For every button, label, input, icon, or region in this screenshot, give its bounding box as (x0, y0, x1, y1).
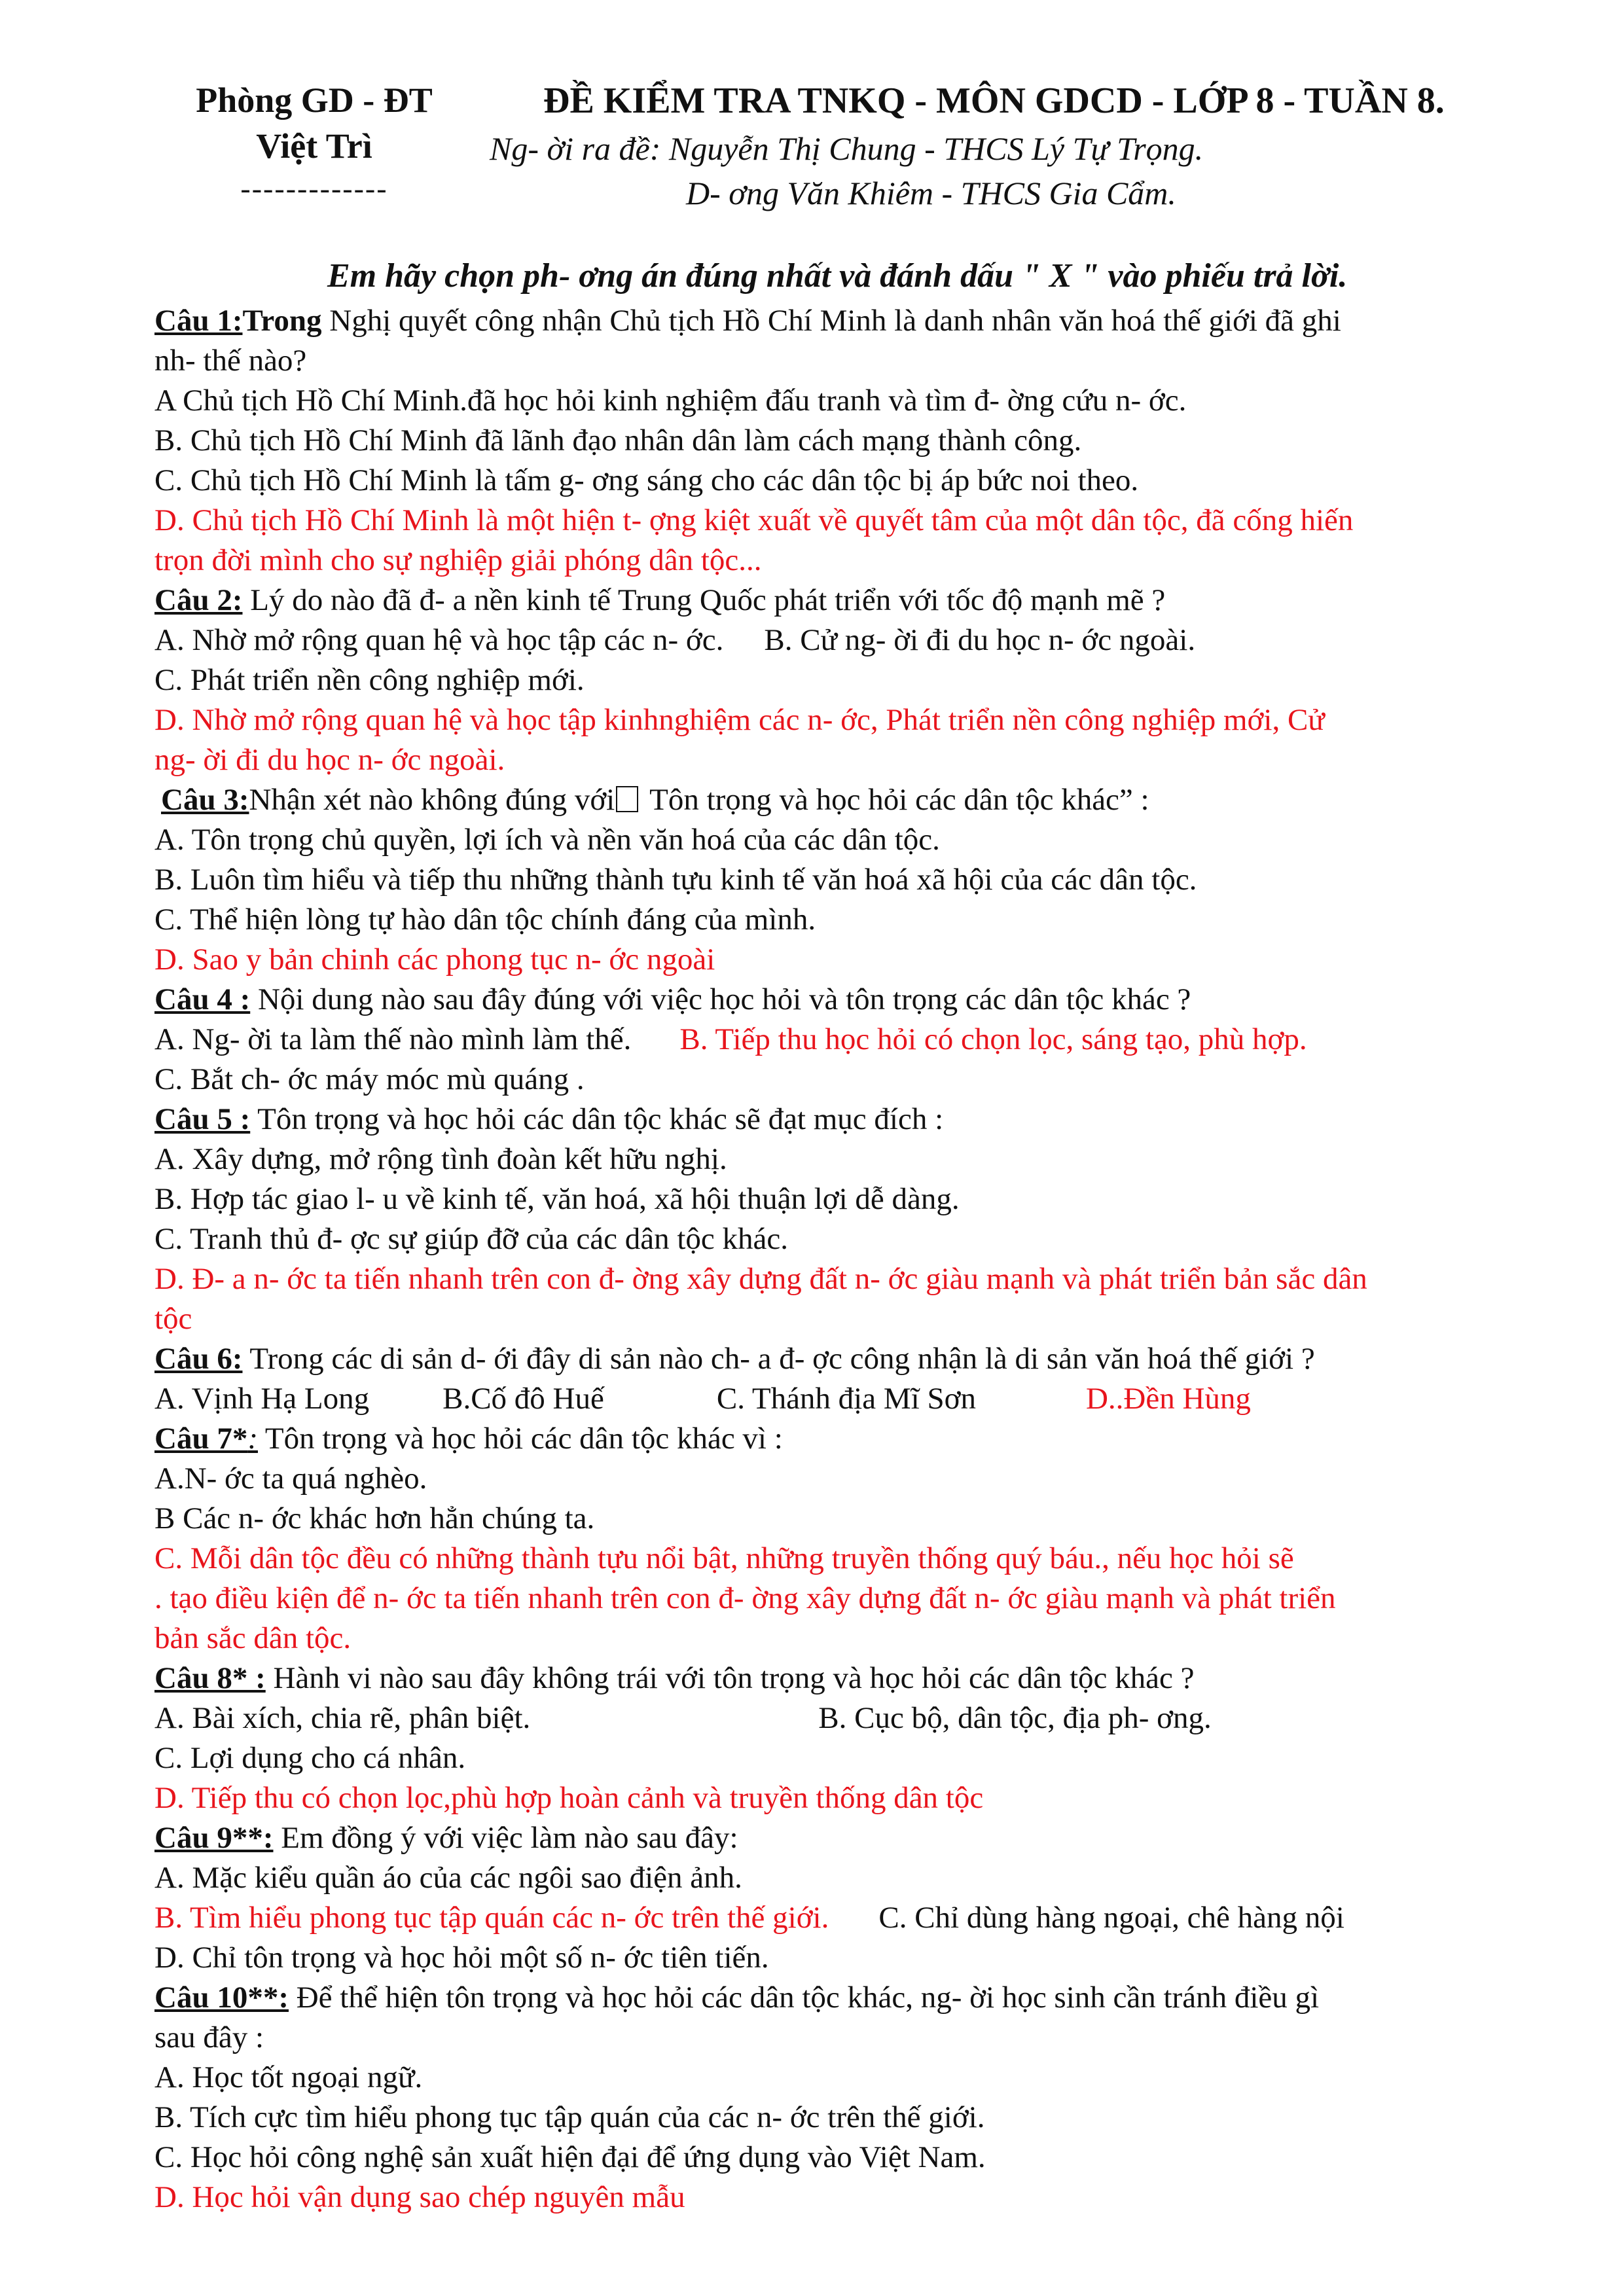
question-9-label: Câu 9**: (154, 1821, 274, 1855)
question-9-option-d: D. Chỉ tôn trọng và học hỏi một số n- ớc tiên tiến. (154, 1941, 769, 1975)
question-1-stem (154, 301, 1562, 341)
question-6-stem (154, 1339, 1562, 1379)
question-9-option-b: B. Tìm hiểu phong tục tập quán các n- ớc trên thế giới. (154, 1901, 829, 1935)
question-3-option-a: A. Tôn trọng chủ quyền, lợi ích và nền văn hoá của các dân tộc. (154, 823, 940, 857)
question-6-label: Câu 6: (154, 1342, 243, 1376)
exam-author-1: Ng- ời ra đề: Nguyễn Thị Chung - THCS Lý Tự Trọng. (490, 130, 1204, 167)
question-8-option-a: A. Bài xích, chia rẽ, phân biệt. (154, 1701, 531, 1735)
question-1-option-a: A Chủ tịch Hồ Chí Minh.đã học hỏi kinh nghiệm đấu tranh và tìm đ- ờng cứu n- ớc. (154, 384, 1187, 418)
question-6-option-d: D..Đền Hùng (1085, 1382, 1251, 1416)
question-1-text: Nghị quyết công nhận Chủ tịch Hồ Chí Minh là danh nhân văn hoá thế giới đã ghi (321, 304, 1341, 338)
question-10-text: Để thể hiện tôn trọng và học hỏi các dân tộc khác, ng- ời học sinh cần tránh điều gì (288, 1981, 1320, 2015)
question-3-text: Nhận xét nào không đúng với (249, 783, 615, 817)
question-10-stem (154, 1978, 1562, 2018)
office-name: Phòng GD - ĐT (196, 81, 433, 120)
question-1-label: Câu 1: (154, 304, 243, 338)
question-9-options-bc (154, 1898, 1562, 1938)
question-5-option-d-cont: tộc (154, 1302, 192, 1336)
question-1-text-cont: nh- thế nào? (154, 344, 307, 378)
question-4-option-c: C. Bắt ch- ớc máy móc mù quáng . (154, 1062, 585, 1096)
question-4-option-b: B. Tiếp thu học hỏi có chọn lọc, sáng tạo, phù hợp. (679, 1022, 1307, 1056)
question-list (154, 301, 1562, 2217)
question-4-option-a: A. Ng- ời ta làm thế nào mình làm thế. (154, 1022, 632, 1056)
question-7-option-b: B Các n- ớc khác hơn hẳn chúng ta. (154, 1501, 595, 1535)
question-7-option-c-cont: . tạo điều kiện để n- ớc ta tiến nhanh trên con đ- ờng xây dựng đất n- ớc giàu mạnh và phát triển (154, 1581, 1336, 1615)
missing-glyph-box-icon (616, 786, 638, 812)
question-2-option-c: C. Phát triển nền công nghiệp mới. (154, 663, 585, 697)
question-7-colon: : (247, 1422, 258, 1456)
office-city: Việt Trì (256, 126, 372, 166)
question-6-text: Trong các di sản d- ới đây di sản nào ch- a đ- ợc công nhận là di sản văn hoá thế giới ? (242, 1342, 1315, 1376)
question-8-label: Câu 8* : (154, 1661, 266, 1695)
question-10-option-c: C. Học hỏi công nghệ sản xuất hiện đại để ứng dụng vào Việt Nam. (154, 2140, 986, 2174)
question-2-option-b: B. Cử ng- ời đi du học n- ớc ngoài. (764, 623, 1196, 657)
question-5-option-d: D. Đ- a n- ớc ta tiến nhanh trên con đ- ờng xây dựng đất n- ớc giàu mạnh và phát triển bản sắc dân (154, 1262, 1367, 1296)
question-9-option-a: A. Mặc kiểu quần áo của các ngôi sao điện ảnh. (154, 1861, 742, 1895)
question-3-label: Câu 3: (161, 783, 249, 817)
question-3-text-post: Tôn trọng và học hỏi các dân tộc khác” : (642, 783, 1149, 817)
question-10-option-b: B. Tích cực tìm hiểu phong tục tập quán của các n- ớc trên thế giới. (154, 2100, 985, 2134)
question-5-option-c: C. Tranh thủ đ- ợc sự giúp đỡ của các dân tộc khác. (154, 1222, 788, 1256)
question-2-options-ab (154, 620, 1562, 660)
question-2-stem (154, 581, 1562, 620)
question-8-text: Hành vi nào sau đây không trái với tôn trọng và học hỏi các dân tộc khác ? (265, 1661, 1195, 1695)
question-10-label: Câu 10**: (154, 1981, 289, 2015)
question-7-text: Tôn trọng và học hỏi các dân tộc khác vì : (258, 1422, 783, 1456)
question-4-text: Nội dung nào sau đây đúng với việc học hỏi và tôn trọng các dân tộc khác ? (250, 982, 1191, 1016)
exam-title: ĐỀ KIỂM TRA TNKQ - MÔN GDCD - LỚP 8 - TUẦN 8. (543, 81, 1445, 121)
question-7-option-a: A.N- ớc ta quá nghèo. (154, 1462, 427, 1496)
question-4-stem (154, 980, 1562, 1020)
question-5-text: Tôn trọng và học hỏi các dân tộc khác sẽ đạt mục đích : (250, 1102, 944, 1136)
question-4-label: Câu 4 : (154, 982, 251, 1016)
question-2-option-a: A. Nhờ mở rộng quan hệ và học tập các n- ớc. (154, 623, 724, 657)
question-9-option-c: C. Chỉ dùng hàng ngoại, chê hàng nội (878, 1901, 1344, 1935)
question-7-label: Câu 7* (154, 1422, 248, 1456)
question-10-option-a: A. Học tốt ngoại ngữ. (154, 2060, 423, 2094)
question-1-option-d: D. Chủ tịch Hồ Chí Minh là một hiện t- ợng kiệt xuất về quyết tâm của một dân tộc, đã cống hiến (154, 503, 1354, 537)
question-9-stem (154, 1818, 1562, 1858)
instruction: Em hãy chọn ph- ơng án đúng nhất và đánh dấu " X " vào phiếu trả lời. (327, 257, 1348, 295)
question-3-option-d: D. Sao y bản chinh các phong tục n- ớc ngoài (154, 942, 715, 977)
question-6-option-b: B.Cố đô Huế (442, 1382, 604, 1416)
question-6-option-c: C. Thánh địa Mĩ Sơn (716, 1382, 976, 1416)
question-5-option-a: A. Xây dựng, mở rộng tình đoàn kết hữu nghị. (154, 1142, 727, 1176)
question-8-options-ab (154, 1698, 1562, 1738)
question-1-option-c: C. Chủ tịch Hồ Chí Minh là tấm g- ơng sáng cho các dân tộc bị áp bức noi theo. (154, 463, 1139, 497)
question-1-lead: Trong (242, 304, 322, 338)
question-8-option-b: B. Cục bộ, dân tộc, địa ph- ơng. (818, 1701, 1212, 1735)
question-6-option-a: A. Vịnh Hạ Long (154, 1382, 370, 1416)
question-8-option-c: C. Lợi dụng cho cá nhân. (154, 1741, 466, 1775)
question-5-stem (154, 1100, 1562, 1139)
question-2-label: Câu 2: (154, 583, 243, 617)
question-3-option-c: C. Thể hiện lòng tự hào dân tộc chính đáng của mình. (154, 903, 816, 937)
question-9-text: Em đồng ý với việc làm nào sau đây: (273, 1821, 738, 1855)
question-1-option-d-cont: trọn đời mình cho sự nghiệp giải phóng dân tộc... (154, 543, 762, 577)
question-8-option-d: D. Tiếp thu có chọn lọc,phù hợp hoàn cảnh và truyền thống dân tộc (154, 1781, 984, 1815)
header-divider: ------------- (240, 171, 388, 205)
question-7-stem (154, 1419, 1562, 1459)
question-3-option-b: B. Luôn tìm hiểu và tiếp thu những thành tựu kinh tế văn hoá xã hội của các dân tộc. (154, 863, 1197, 897)
question-5-option-b: B. Hợp tác giao l- u về kinh tế, văn hoá, xã hội thuận lợi dễ dàng. (154, 1182, 960, 1216)
question-7-option-c-cont-2: bản sắc dân tộc. (154, 1621, 352, 1655)
question-2-option-d-cont: ng- ời đi du học n- ớc ngoài. (154, 743, 505, 777)
question-5-label: Câu 5 : (154, 1102, 251, 1136)
question-6-options (154, 1379, 1562, 1419)
exam-author-2: D- ơng Văn Khiêm - THCS Gia Cẩm. (686, 175, 1176, 211)
question-2-text: Lý do nào đã đ- a nền kinh tế Trung Quốc phát triển với tốc độ mạnh mẽ ? (242, 583, 1166, 617)
question-2-option-d: D. Nhờ mở rộng quan hệ và học tập kinhnghiệm các n- ớc, Phát triển nền công nghiệp mới, Cử (154, 703, 1325, 737)
question-3-stem (154, 780, 1562, 820)
question-8-stem (154, 1659, 1562, 1698)
question-7-option-c: C. Mỗi dân tộc đều có những thành tựu nổi bật, những truyền thống quý báu., nếu học hỏi sẽ (154, 1541, 1294, 1575)
office-header (177, 77, 452, 208)
question-10-text-cont: sau đây : (154, 2020, 264, 2054)
question-10-option-d: D. Học hỏi vận dụng sao chép nguyên mẫu (154, 2180, 685, 2214)
question-1-option-b: B. Chủ tịch Hồ Chí Minh đã lãnh đạo nhân dân làm cách mạng thành công. (154, 423, 1082, 457)
question-4-options-ab (154, 1020, 1562, 1060)
